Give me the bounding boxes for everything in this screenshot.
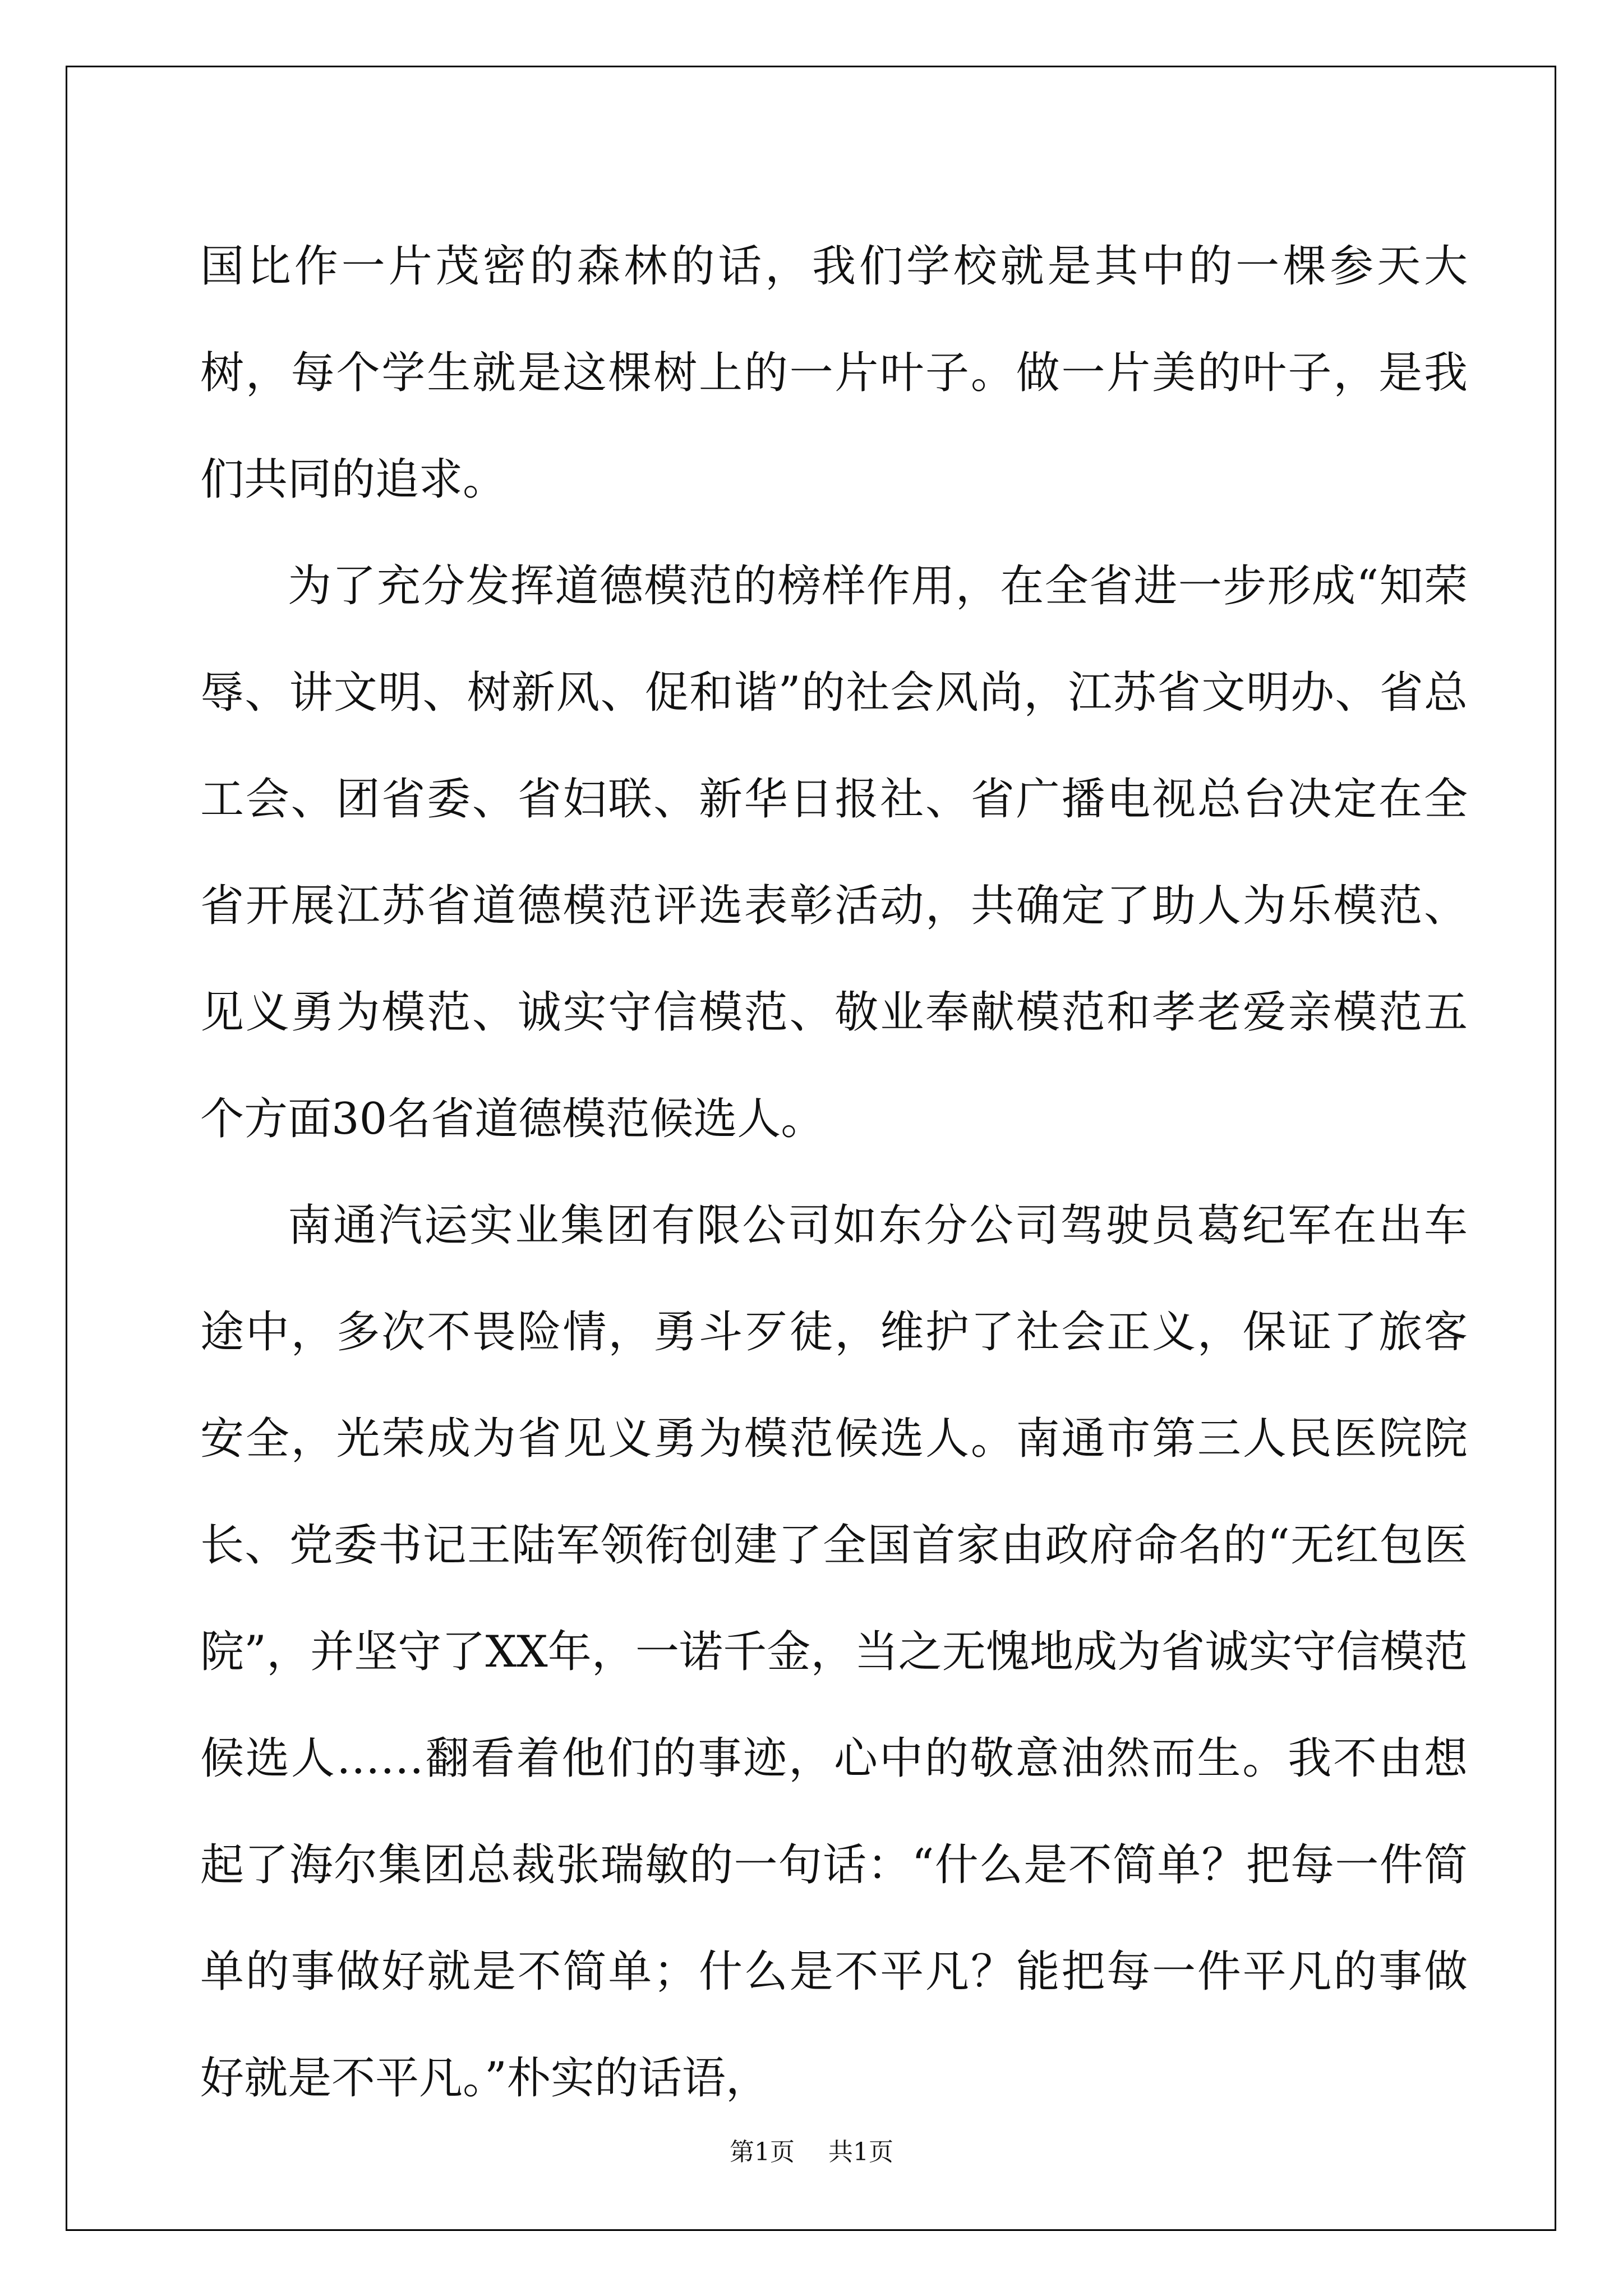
document-body xyxy=(200,213,1468,2132)
paragraph-2: 为了充分发挥道德模范的榜样作用，在全省进一步形成“知荣辱、讲文明、树新风、促和谐”的社会风尚，江苏省文明办、省总工会、团省委、省妇联、新华日报社、省广播电视总台决定在全省开展江苏省道德模范评选表彰活动，共确定了助人为乐模范、见义勇为模范、诚实守信模范、敬业奉献模范和孝老爱亲模范五个方面30名省道德模范候选人。 xyxy=(200,561,1468,1144)
paragraph-1: 国比作一片茂密的森林的话，我们学校就是其中的一棵参天大树，每个学生就是这棵树上的一片叶子。做一片美的叶子，是我们共同的追求。 xyxy=(200,241,1468,505)
page-number-total: 共1页 xyxy=(828,2138,893,2166)
paragraph-3: 南通汽运实业集团有限公司如东分公司驾驶员葛纪军在出车途中，多次不畏险情，勇斗歹徒，维护了社会正义，保证了旅客安全，光荣成为省见义勇为模范候选人。南通市第三人民医院院长、党委书记王陆军领衔创建了全国首家由政府命名的“无红包医院”，并坚守了XX年，一诺千金，当之无愧地成为省诚实守信模范候选人……翻看着他们的事迹，心中的敬意油然而生。我不由想起了海尔集团总裁张瑞敏的一句话：“什么是不简单？把每一件简单的事做好就是不简单；什么是不平凡？能把每一件平凡的事做好就是不平凡。”朴实的话语， xyxy=(200,1200,1468,2104)
page-footer xyxy=(0,2132,1623,2168)
page-number-current: 第1页 xyxy=(730,2138,795,2166)
